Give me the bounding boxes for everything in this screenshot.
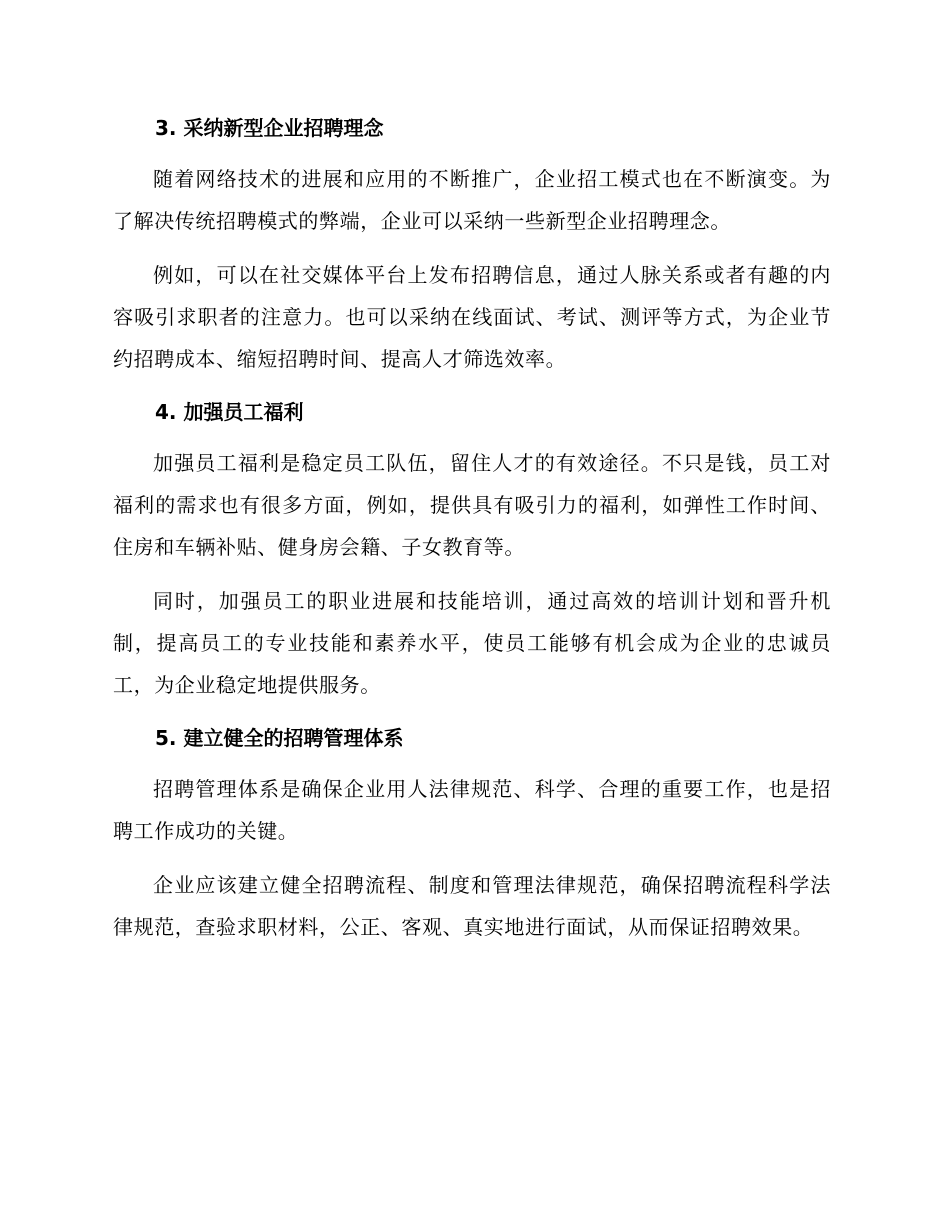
section-5-paragraph-2: 企业应该建立健全招聘流程、制度和管理法律规范，确保招聘流程科学法律规范，查验求职材料，公正、客观、真实地进行面试，从而保证招聘效果。	[113, 873, 831, 939]
section-4-paragraph-2: 同时，加强员工的职业进展和技能培训，通过高效的培训计划和晋升机制，提高员工的专业技能和素养水平，使员工能够有机会成为企业的忠诚员工，为企业稳定地提供服务。	[113, 589, 831, 697]
section-heading-3: 3. 采纳新型企业招聘理念	[155, 116, 384, 140]
section-4-paragraph-1: 加强员工福利是稳定员工队伍，留住人才的有效途径。不只是钱，员工对福利的需求也有很多方面，例如，提供具有吸引力的福利，如弹性工作时间、住房和车辆补贴、健身房会籍、子女教育等。	[113, 451, 831, 559]
section-heading-4: 4. 加强员工福利	[155, 400, 304, 424]
section-5-paragraph-1: 招聘管理体系是确保企业用人法律规范、科学、合理的重要工作，也是招聘工作成功的关键。	[113, 777, 831, 843]
section-3-paragraph-1: 随着网络技术的进展和应用的不断推广，企业招工模式也在不断演变。为了解决传统招聘模式的弊端，企业可以采纳一些新型企业招聘理念。	[113, 167, 831, 233]
section-3-paragraph-2: 例如，可以在社交媒体平台上发布招聘信息，通过人脉关系或者有趣的内容吸引求职者的注意力。也可以采纳在线面试、考试、测评等方式，为企业节约招聘成本、缩短招聘时间、提高人才筛选效率。	[113, 263, 831, 371]
section-heading-5: 5. 建立健全的招聘管理体系	[155, 726, 404, 750]
document-body	[113, 108, 831, 948]
